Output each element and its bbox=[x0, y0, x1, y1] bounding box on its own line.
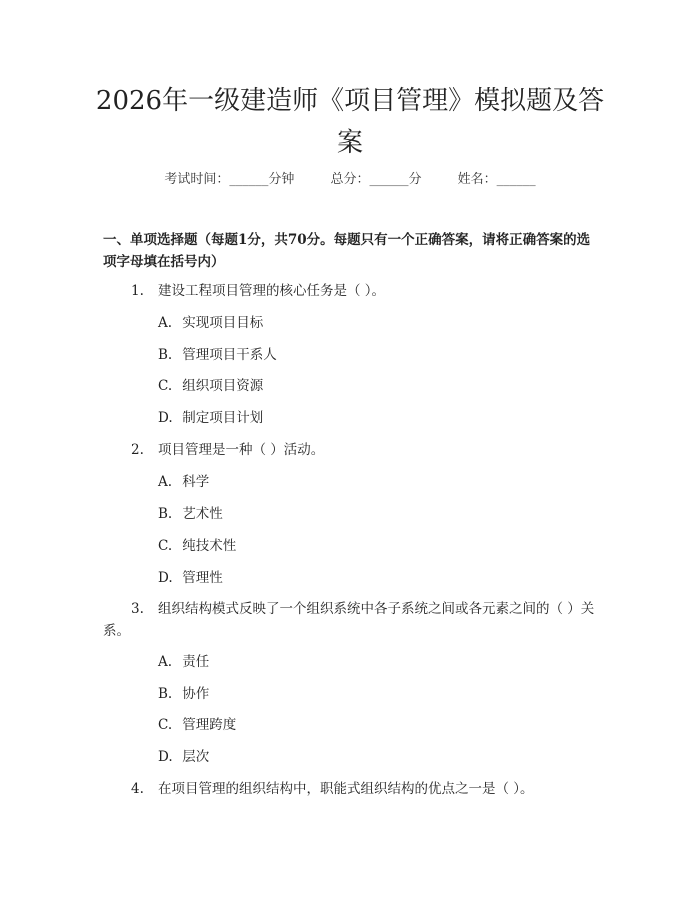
question-text: 项目管理是一种（ ）活动。 bbox=[158, 442, 325, 458]
question-text: 在项目管理的组织结构中，职能式组织结构的优点之一是（ ）。 bbox=[158, 781, 534, 797]
question-number: 2. bbox=[131, 442, 144, 458]
option-letter: B. bbox=[158, 686, 173, 702]
option-letter: D. bbox=[158, 749, 173, 765]
question-text: 组织结构模式反映了一个组织系统中各子系统之间或各元素之间的（ ）关系。 bbox=[103, 601, 595, 639]
option-c bbox=[158, 714, 236, 736]
option-letter: A. bbox=[158, 654, 173, 670]
option-text: 管理项目干系人 bbox=[182, 347, 277, 363]
option-letter: C. bbox=[158, 538, 173, 554]
question-2 bbox=[103, 439, 603, 461]
option-d bbox=[158, 407, 263, 429]
option-text: 组织项目资源 bbox=[182, 378, 264, 394]
exam-info bbox=[0, 168, 700, 187]
option-a bbox=[158, 312, 263, 334]
option-letter: D. bbox=[158, 570, 173, 586]
exam-time: 考试时间：______分钟 bbox=[164, 172, 295, 187]
option-text: 层次 bbox=[182, 749, 210, 765]
question-3 bbox=[103, 598, 603, 642]
option-letter: B. bbox=[158, 506, 173, 522]
option-b bbox=[158, 344, 277, 366]
option-letter: B. bbox=[158, 347, 173, 363]
option-text: 艺术性 bbox=[182, 506, 223, 522]
option-text: 纯技术性 bbox=[182, 538, 237, 554]
option-text: 实现项目目标 bbox=[182, 315, 264, 331]
option-letter: A. bbox=[158, 474, 173, 490]
question-number: 1. bbox=[131, 283, 144, 299]
question-number: 4. bbox=[131, 781, 144, 797]
question-4 bbox=[103, 778, 603, 800]
exam-score: 总分：______分 bbox=[330, 172, 422, 187]
option-d bbox=[158, 567, 223, 589]
option-text: 管理性 bbox=[182, 570, 223, 586]
option-a bbox=[158, 471, 209, 493]
option-text: 科学 bbox=[182, 474, 210, 490]
option-d bbox=[158, 746, 209, 768]
option-text: 管理跨度 bbox=[182, 717, 237, 733]
option-c bbox=[158, 535, 236, 557]
option-letter: C. bbox=[158, 717, 173, 733]
option-text: 制定项目计划 bbox=[182, 410, 264, 426]
option-a bbox=[158, 651, 209, 673]
exam-name: 姓名：______ bbox=[457, 172, 536, 187]
question-1 bbox=[103, 280, 603, 302]
option-text: 责任 bbox=[182, 654, 210, 670]
option-letter: C. bbox=[158, 378, 173, 394]
option-c bbox=[158, 375, 263, 397]
option-text: 协作 bbox=[182, 686, 210, 702]
option-letter: A. bbox=[158, 315, 173, 331]
question-text: 建设工程项目管理的核心任务是（ ）。 bbox=[158, 283, 386, 299]
option-b bbox=[158, 503, 223, 525]
section-heading: 一、单项选择题（每题1分，共70分。每题只有一个正确答案，请将正确答案的选项字母填在括号内） bbox=[103, 232, 591, 270]
question-number: 3. bbox=[131, 601, 144, 617]
document-title: 2026年一级建造师《项目管理》模拟题及答案 bbox=[95, 86, 605, 158]
option-letter: D. bbox=[158, 410, 173, 426]
option-b bbox=[158, 683, 209, 705]
